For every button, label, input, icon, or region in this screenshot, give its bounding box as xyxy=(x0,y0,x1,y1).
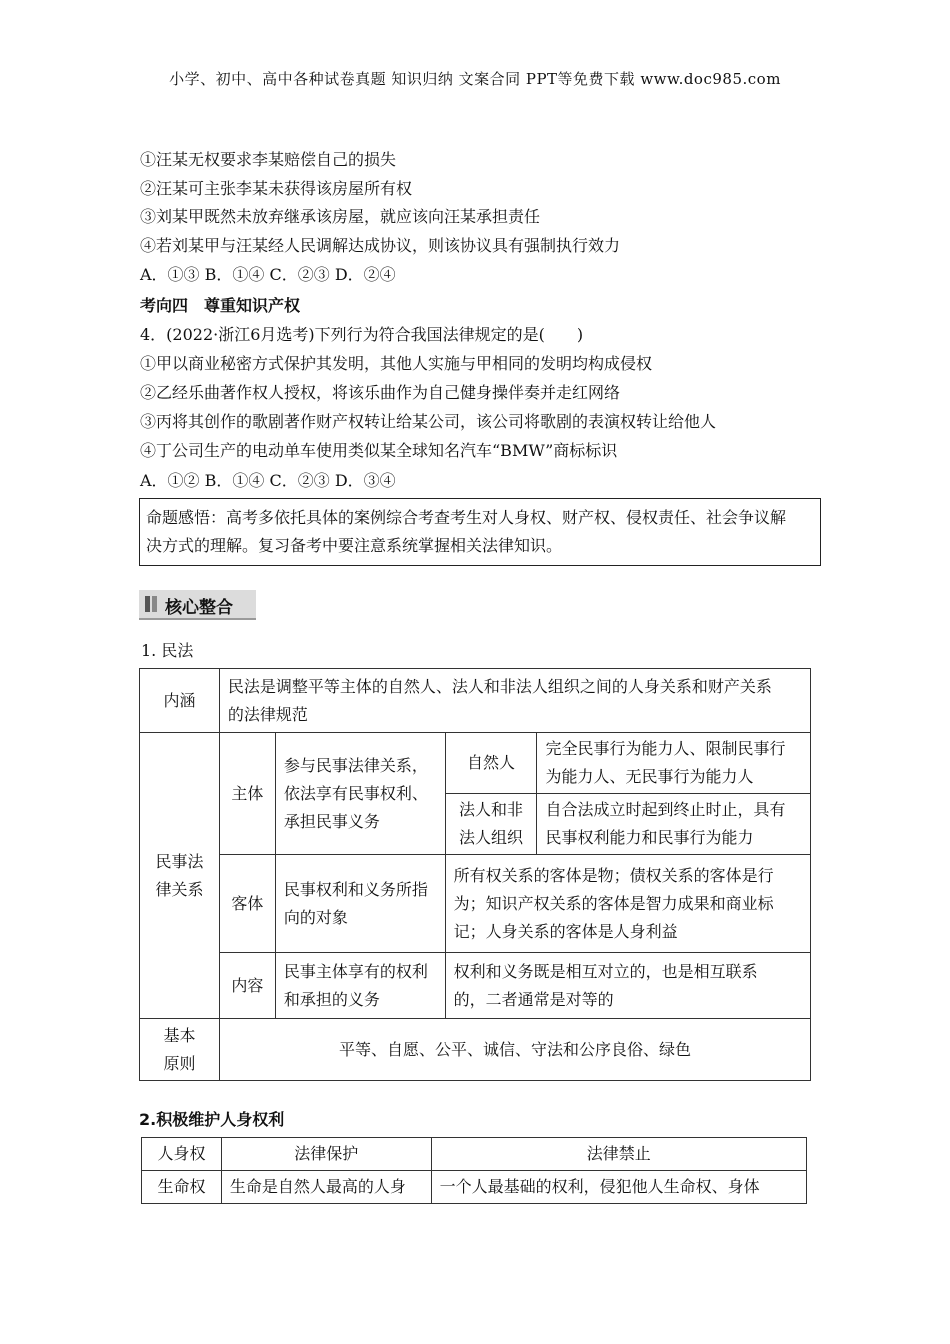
cell-neihan-text: 民法是调整平等主体的自然人、法人和非法人组织之间的人身关系和财产关系 的法律规范 xyxy=(219,669,810,733)
cell-zhuti: 主体 xyxy=(219,733,275,855)
cell-faren-desc: 自合法成立时起到终止时止，具有 民事权利能力和民事行为能力 xyxy=(537,794,811,855)
table1-title: 1. 民法 xyxy=(141,641,194,660)
q4-answer-choices: A．①② B．①④ C．②③ D．③④ xyxy=(140,471,396,490)
core-heading: 核心整合 xyxy=(165,598,233,618)
cell-ziranren-desc: 完全民事行为能力人、限制民事行 为能力人、无民事行为能力人 xyxy=(537,733,811,794)
personal-rights-table xyxy=(141,1137,807,1204)
cell-neirong-detail: 权利和义务既是相互对立的，也是相互联系 的，二者通常是对等的 xyxy=(445,953,810,1019)
section-title: 考向四 尊重知识产权 xyxy=(140,296,301,315)
insight-line-2: 决方式的理解。复习备考中要注意系统掌握相关法律知识。 xyxy=(146,536,563,555)
heading-bar-icon-2 xyxy=(152,596,157,612)
cell-yuanze-label: 基本 原则 xyxy=(140,1019,220,1081)
header-renshenquan: 人身权 xyxy=(142,1138,222,1171)
cell-yuanze-text: 平等、自愿、公平、诚信、守法和公序良俗、绿色 xyxy=(219,1019,810,1081)
cell-keti-desc: 民事权利和义务所指 向的对象 xyxy=(275,855,445,953)
cell-keti: 客体 xyxy=(219,855,275,953)
q4-option-3: ③丙将其创作的歌剧著作财产权转让给某公司，该公司将歌剧的表演权转让给他人 xyxy=(140,412,717,431)
q4-stem: 4．(2022·浙江6月选考)下列行为符合我国法律规定的是( ) xyxy=(140,325,584,344)
q4-option-1: ①甲以商业秘密方式保护其发明，其他人实施与甲相同的发明均构成侵权 xyxy=(140,354,653,373)
q4-option-2: ②乙经乐曲著作权人授权，将该乐曲作为自己健身操伴奏并走红网络 xyxy=(140,383,621,402)
q3-answer-choices: A．①③ B．①④ C．②③ D．②④ xyxy=(140,265,396,284)
table2-title: 2.积极维护人身权利 xyxy=(139,1110,285,1129)
q3-option-2: ②汪某可主张李某未获得该房屋所有权 xyxy=(140,179,413,198)
row-shengmingquan-prohibit: 一个人最基础的权利，侵犯他人生命权、身体 xyxy=(431,1171,806,1204)
row-shengmingquan: 生命权 xyxy=(142,1171,222,1204)
cell-neihan-label: 内涵 xyxy=(140,669,220,733)
insight-box xyxy=(139,498,821,566)
cell-zhuti-desc: 参与民事法律关系， 依法享有民事权利、 承担民事义务 xyxy=(275,733,445,855)
header-falv-baohu: 法律保护 xyxy=(221,1138,431,1171)
q4-option-4: ④丁公司生产的电动单车使用类似某全球知名汽车“BMW”商标标识 xyxy=(140,441,618,460)
row-shengmingquan-protect: 生命是自然人最高的人身 xyxy=(221,1171,431,1204)
cell-neirong: 内容 xyxy=(219,953,275,1019)
header-falv-jinzhi: 法律禁止 xyxy=(431,1138,806,1171)
page-header: 小学、初中、高中各种试卷真题 知识归纳 文案合同 PPT等免费下载 www.doc985.com xyxy=(169,70,781,88)
cell-faren: 法人和非 法人组织 xyxy=(445,794,537,855)
cell-relation-label: 民事法 律关系 xyxy=(140,733,220,1019)
q3-option-3: ③刘某甲既然未放弃继承该房屋，就应该向汪某承担责任 xyxy=(140,207,541,226)
civil-law-table xyxy=(139,668,811,1081)
cell-keti-detail: 所有权关系的客体是物；债权关系的客体是行 为；知识产权关系的客体是智力成果和商业标 记；人身关系的客体是人身利益 xyxy=(445,855,810,953)
cell-ziranren: 自然人 xyxy=(445,733,537,794)
q3-option-1: ①汪某无权要求李某赔偿自己的损失 xyxy=(140,150,397,169)
cell-neirong-desc: 民事主体享有的权利 和承担的义务 xyxy=(275,953,445,1019)
heading-bar-icon xyxy=(145,596,150,612)
insight-line-1: 命题感悟：高考多依托具体的案例综合考查考生对人身权、财产权、侵权责任、社会争议解 xyxy=(146,508,787,527)
q3-option-4: ④若刘某甲与汪某经人民调解达成协议，则该协议具有强制执行效力 xyxy=(140,236,621,255)
core-heading-banner xyxy=(139,590,256,620)
